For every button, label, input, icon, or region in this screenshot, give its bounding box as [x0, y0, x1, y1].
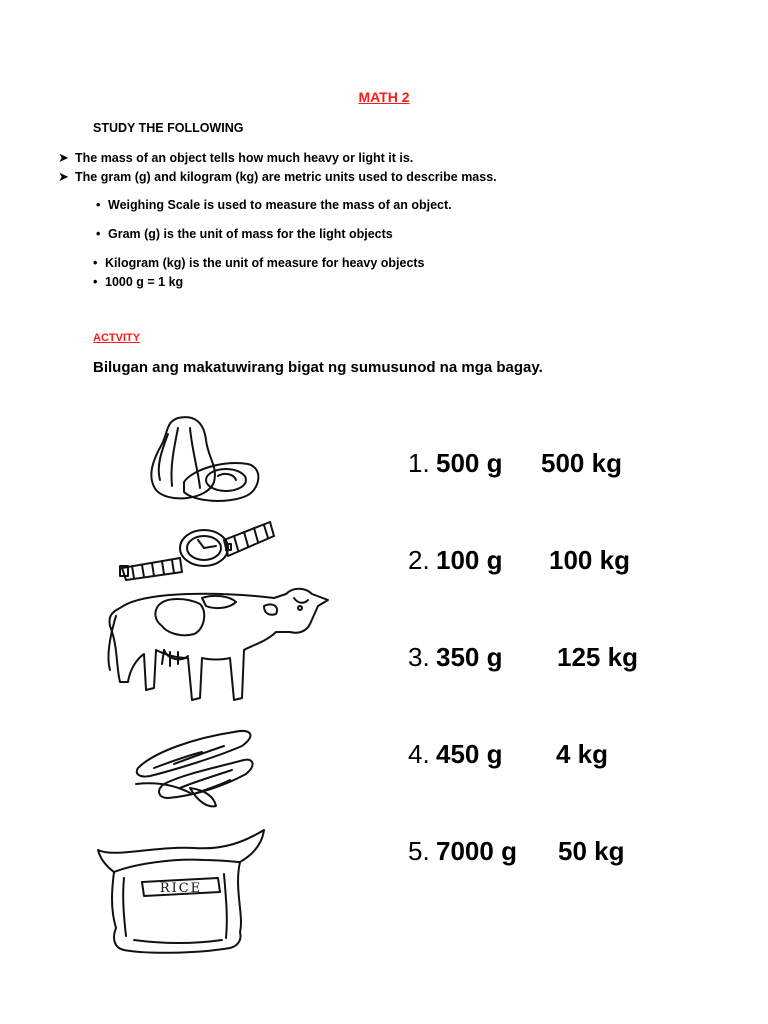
- study-heading: STUDY THE FOLLOWING: [93, 121, 244, 135]
- activity-label: ACTVITY: [93, 332, 141, 344]
- option-b[interactable]: 500 kg: [541, 448, 622, 478]
- answer-row: [408, 739, 608, 770]
- item-number: 2.: [408, 545, 430, 575]
- option-b[interactable]: 4 kg: [556, 739, 609, 769]
- bullet-text: Weighing Scale is used to measure the mass of an object.: [108, 198, 452, 212]
- bullet-text: Gram (g) is the unit of mass for the light objects: [108, 227, 393, 241]
- bullet-text: 1000 g = 1 kg: [105, 275, 184, 289]
- rice-sack-label: RICE: [159, 881, 203, 896]
- bullet-dot-icon: •: [93, 275, 98, 289]
- bullet-item-1: [96, 198, 452, 212]
- arrow-bullet-icon: ➤: [58, 169, 69, 184]
- sweet-potatoes-picture: [134, 724, 256, 808]
- arrow-point-1: [58, 150, 413, 166]
- option-a[interactable]: 100 g: [436, 545, 503, 575]
- answer-row: [408, 448, 622, 479]
- option-a[interactable]: 450 g: [436, 739, 503, 769]
- arrow-point-text: The gram (g) and kilogram (kg) are metric units used to describe mass.: [75, 170, 497, 184]
- option-b[interactable]: 125 kg: [557, 642, 638, 672]
- bullet-dot-icon: •: [96, 227, 101, 241]
- bullet-item-4: [93, 275, 183, 289]
- item-number: 3.: [408, 642, 430, 672]
- answer-row: [408, 642, 638, 673]
- bullet-item-3: [93, 256, 425, 270]
- worksheet-title: MATH 2: [358, 89, 410, 105]
- cow-picture: [104, 586, 332, 710]
- option-b[interactable]: 100 kg: [549, 545, 630, 575]
- avocado-picture: [148, 414, 263, 504]
- bullet-dot-icon: •: [93, 256, 98, 270]
- arrow-point-2: [58, 169, 497, 185]
- item-number: 1.: [408, 448, 430, 478]
- option-a[interactable]: 350 g: [436, 642, 503, 672]
- option-a[interactable]: 7000 g: [436, 836, 517, 866]
- rice-sack-picture: [94, 828, 270, 954]
- bullet-text: Kilogram (kg) is the unit of measure for heavy objects: [105, 256, 425, 270]
- answer-row: [408, 836, 625, 867]
- option-a[interactable]: 500 g: [436, 448, 503, 478]
- item-number: 5.: [408, 836, 430, 866]
- arrow-bullet-icon: ➤: [58, 150, 69, 165]
- option-b[interactable]: 50 kg: [558, 836, 625, 866]
- item-number: 4.: [408, 739, 430, 769]
- bullet-item-2: [96, 227, 393, 241]
- answer-row: [408, 545, 630, 576]
- activity-instruction: Bilugan ang makatuwirang bigat ng sumusunod na mga bagay.: [93, 359, 543, 376]
- bullet-dot-icon: •: [96, 198, 101, 212]
- wristwatch-picture: [120, 518, 275, 582]
- arrow-point-text: The mass of an object tells how much heavy or light it is.: [75, 151, 414, 165]
